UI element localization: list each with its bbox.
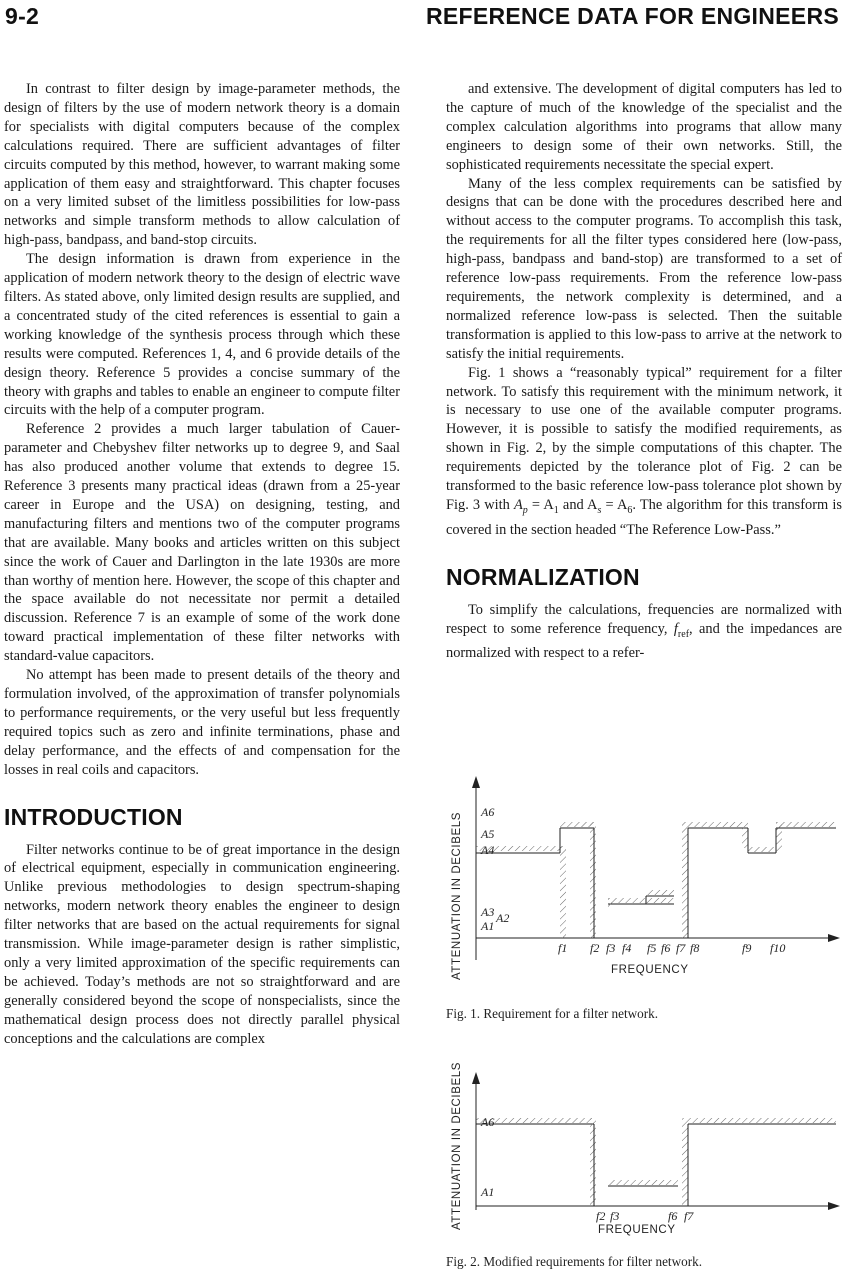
figure-1-mark-a3: A3 (481, 905, 495, 919)
figure-1-mark-f10: f10 (770, 941, 786, 955)
figure-2-stopband-right (682, 1118, 836, 1206)
figure-1-passband (608, 890, 674, 908)
figure-1-y-axis-label: ATTENUATION IN DECIBELS (451, 811, 463, 980)
figure-1-mark-f5: f5 (647, 941, 657, 955)
figure-1-mark-f1: f1 (558, 941, 568, 955)
figure-1-mark-f3: f3 (606, 941, 616, 955)
figure-1-mark-a5: A5 (481, 827, 495, 841)
figure-1-mark-a2: A2 (496, 911, 510, 925)
figure-1-mark-f6: f6 (661, 941, 671, 955)
right-paragraph-1: and extensive. The development of digital computers has led to the capture of much of the knowledge of the specialist and the complex calculation algorithms into programs that allow many engineers to design some of their own networks. Still, the sophisticated requirements necessitate the special expert. (446, 81, 842, 173)
figure-2-plot (446, 1030, 842, 1240)
left-paragraph-1: In contrast to filter design by image-parameter methods, the design of filters by the use of modern network theory is a domain for specialists with digital computers because of the complex calculations required. There are sufficient advantages of filter circuits computed by this method, however, to warrant making some application of them easy and straightforward. This chapter focuses on a very limited subset of the limitless possibilities for low-pass networks and simple transform methods to allow calculation of high-pass, bandpass, and band-stop circuits. (4, 81, 400, 249)
figure-1-x-axis-arrow (828, 934, 840, 942)
figure-2-mark-f6: f6 (668, 1209, 678, 1223)
figure-1-x-axis-label: FREQUENCY (611, 964, 689, 976)
figure-2-y-axis-label: ATTENUATION IN DECIBELS (451, 1061, 463, 1230)
figure-2 (446, 1030, 842, 1240)
right-paragraph-2: Many of the less complex requirements can be satisfied by designs that can be done with the procedures described here and without access to the computer programs. To accomplish this task, the requirements for all the filter types considered here (low-pass, high-pass, bandpass and band-stop) are transformed to a set of reference low-pass requirements. From the reference low-pass requirements, the network complexity is determined, and a normalized reference low-pass is selected. Then the suitable transformation is applied to this low-pass to arrive at the network to satisfy the initial requirements. (446, 175, 842, 362)
right-paragraph-4: To simplify the calculations, frequencies are normalized with respect to some reference frequency, $f_{ref}$, and the impedances are normalized with respect to a refer- (446, 601, 842, 662)
left-column (4, 80, 400, 1049)
figure-1-mark-f9: f9 (742, 941, 752, 955)
page-number: 9-2 (5, 3, 40, 29)
figure-1-caption: Fig. 1. Requirement for a filter network. (446, 1006, 659, 1021)
figure-2-mark-a1: A1 (481, 1185, 495, 1199)
figure-1-mark-a1: A1 (481, 919, 495, 933)
left-paragraph-4: No attempt has been made to present details of the theory and formulation involved, of the approximation of transfer polynomials to performance requirements, or the very useful but less frequently required topics such as zero and infinite terminations, phase and delay performance, and the effects of and compensation for the losses in real coils and capacitors. (4, 667, 400, 778)
figure-1 (446, 750, 842, 990)
heading-normalization: NORMALIZATION (446, 563, 640, 590)
figure-1-stopband-right (682, 822, 836, 938)
figure-2-y-axis-arrow (472, 1072, 480, 1084)
heading-introduction: INTRODUCTION (4, 803, 183, 830)
figure-2-mark-f2: f2 (596, 1209, 606, 1223)
figure-1-y-axis-arrow (472, 776, 480, 788)
figure-2-x-axis-label: FREQUENCY (598, 1224, 676, 1236)
figure-1-mark-a6: A6 (481, 805, 495, 819)
figure-1-mark-f2: f2 (590, 941, 600, 955)
figure-2-passband (608, 1180, 678, 1186)
running-title: REFERENCE DATA FOR ENGINEERS (425, 3, 839, 29)
left-paragraph-3: Reference 2 provides a much larger tabulation of Cauer-parameter and Chebyshev filter networks up to degree 9, and Saal has also produced another volume that extends to degree 15. Reference 3 presents many practical ideas (drawn from a 25-year career in Europe and the USA) on designing, testing, and manufacturing filters and mentions two of the computer programs that are available. Many books and articles written on this subject since the work of Cauer and Darlington in the late 1930s are more than worthy of mention here. However, the scope of this chapter and the space available do not necessitate nor permit a detailed discussion. Reference 7 is an example of some of the work done toward practical implementation of these filter networks with standard-value capacitors. (4, 421, 400, 665)
left-paragraph-2: The design information is drawn from experience in the application of modern network theory to the design of electric wave filters. As stated above, only limited design results are supplied, and a concentrated study of the cited references is essential to gain a working knowledge of the synthesis process through which these results were computed. References 1, 4, and 6 provide details of the design theory. Reference 5 provides a concise summary of the theory with graphs and tables to enable an engineer to compute filter circuits with the help of a computer program. (4, 251, 400, 419)
page-header (0, 0, 847, 40)
left-paragraph-5: Filter networks continue to be of great importance in the design of electrical equipment, especially in communication engineering. Unlike previous methodologies to design spectrum-shaping networks, modern network theory enables the engineer to design filter networks that are based on the actual requirements for signal transmission. While image-parameter design is rather simplistic, only a very limited approximation of the specific requirements can be achieved. Today’s methods are not so straightforward and are generally considered beyond the scope of nonspecialists, since the mathematical design process does not directly parallel physical conceptions and the calculations are complex (4, 841, 400, 1047)
right-column (446, 80, 842, 663)
figure-2-mark-f3: f3 (610, 1209, 620, 1223)
figure-2-mark-a6: A6 (481, 1115, 495, 1129)
figure-1-mark-f7: f7 (676, 941, 686, 955)
figure-1-mark-a4: A4 (481, 843, 495, 857)
right-paragraph-3: Fig. 1 shows a “reasonably typical” requirement for a filter network. To satisfy this requirement with the minimum network, it is necessary to use one of the available computer programs. However, it is possible to satisfy the modified requirements, as shown in Fig. 2, by the simple computations of this chapter. The requirements depicted by the tolerance plot of Fig. 2 can be transformed to the basic reference low-pass tolerance plot shown by Fig. 3 with $A_p = A_1$ and $A_s = A_6$. The algorithm for this transform is covered in the section headed “The Reference Low-Pass.” (446, 364, 842, 538)
figure-2-caption: Fig. 2. Modified requirements for filter network. (446, 1254, 702, 1269)
figure-2-x-axis-arrow (828, 1202, 840, 1210)
figure-1-plot (446, 750, 842, 990)
figure-1-mark-f4: f4 (622, 941, 632, 955)
figure-1-mark-f8: f8 (690, 941, 700, 955)
figure-2-mark-f7: f7 (684, 1209, 694, 1223)
